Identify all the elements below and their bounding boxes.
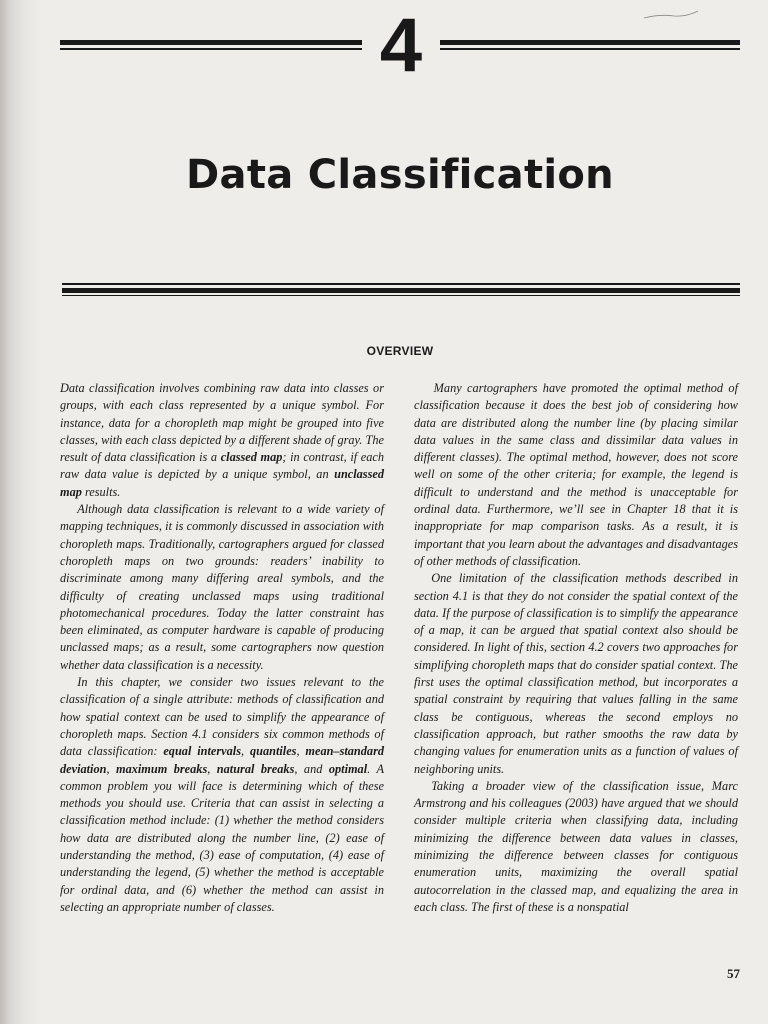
term-equal-intervals: equal intervals (163, 744, 241, 759)
term-maximum-breaks: maximum breaks (116, 761, 208, 776)
chapter-rule-left (60, 40, 362, 52)
term-natural-breaks: natural breaks (216, 761, 295, 776)
left-column (60, 380, 384, 916)
chapter-title: Data Classification (186, 152, 614, 198)
page-number: 57 (727, 966, 740, 981)
term-unclassed-map: unclassed map (60, 467, 384, 499)
right-paragraph-1: Many cartographers have promoted the optimal method of classification because it does the best job of considering how data are distributed along the number line (by placing similar data values in the same class and dissimilar data values in different classes). The optimal method, however, does not score well on some of the other criteria; for example, the legend is difficult to understand and the method is unacceptable for ordinal data. Furthermore, we’ll see in Chapter 18 that it is inappropriate for map comparison tasks. As a result, it is important that you learn about the advantages and disadvantages of other methods of classification. (414, 381, 738, 568)
right-paragraph-3: Taking a broader view of the classification issue, Marc Armstrong and his colleagues (2003) have argued that we should consider multiple criteria when classifying data, including minimizing the difference between data values in classes, minimizing the difference between classes for contiguous enumeration units, maximizing the overall spatial autocorrelation in the classed map, and equalizing the area in each class. The first of these is a nonspatial (414, 778, 738, 914)
chapter-rule-right (440, 40, 740, 52)
chapter-number: 4 (379, 3, 423, 88)
term-quantiles: quantiles (249, 744, 297, 759)
term-optimal: optimal (328, 761, 368, 776)
right-column (414, 380, 738, 916)
term-classed-map: classed map (220, 450, 283, 465)
overview-heading: OVERVIEW (366, 344, 434, 358)
left-paragraph-1: Data classification involves combining raw data into classes or groups, with each class represented by a unique symbol. For instance, data for a choropleth map might be grouped into five classes, with each class depicted by a different shade of gray. The result of data classification is a classed map; in contrast, if each raw data value is depicted by a unique symbol, an unclassed map results. (60, 381, 385, 499)
term-mean-standard-deviation: mean–standard deviation (60, 744, 385, 776)
pencil-mark (640, 8, 700, 22)
left-paragraph-3: In this chapter, we consider two issues relevant to the classification of a single attribute: methods of classification and how spatial context can be used to simplify the appearance of choropleth maps. Section 4.1 considers six common methods of data classification: equal intervals, quantiles, mean–standard deviation, maximum breaks, natural breaks, and optimal. A common problem you will face is determining which of these methods you should use. Criteria that can assist in selecting a classification method include: (1) whether the method considers how data are distributed along the number line, (2) ease of understanding the method, (3) ease of computation, (4) ease of understanding the legend, (5) whether the method is acceptable for ordinal data, and (6) whether the method can assist in selecting an appropriate number of classes. (60, 675, 385, 914)
right-paragraph-2: One limitation of the classification methods described in section 4.1 is that they do not consider the spatial context of the data. If the purpose of classification is to simplify the appearance of a map, it can be argued that spatial context also should be considered. In light of this, section 4.2 covers two approaches for simplifying choropleth maps that do consider spatial context. The first uses the optimal classification method, but incorporates a spatial constraint by requiring that values falling in the same class be contiguous, whereas the second employs no classification approach, but rather smooths the raw data by changing values for enumeration units as a function of values of neighboring units. (414, 571, 738, 776)
left-paragraph-2: Although data classification is relevant to a wide variety of mapping techniques, it is commonly discussed in association with choropleth maps. Traditionally, cartographers argued for classed choropleth maps on two grounds: readers’ inability to discriminate among many differing areal symbols, and the difficulty of creating unclassed maps using traditional photomechanical procedures. Today the latter constraint has been eliminated, as computer hardware is capable of producing unclassed maps; as a result, some cartographers now question whether data classification is a necessity. (60, 502, 384, 672)
title-rule (62, 283, 740, 297)
